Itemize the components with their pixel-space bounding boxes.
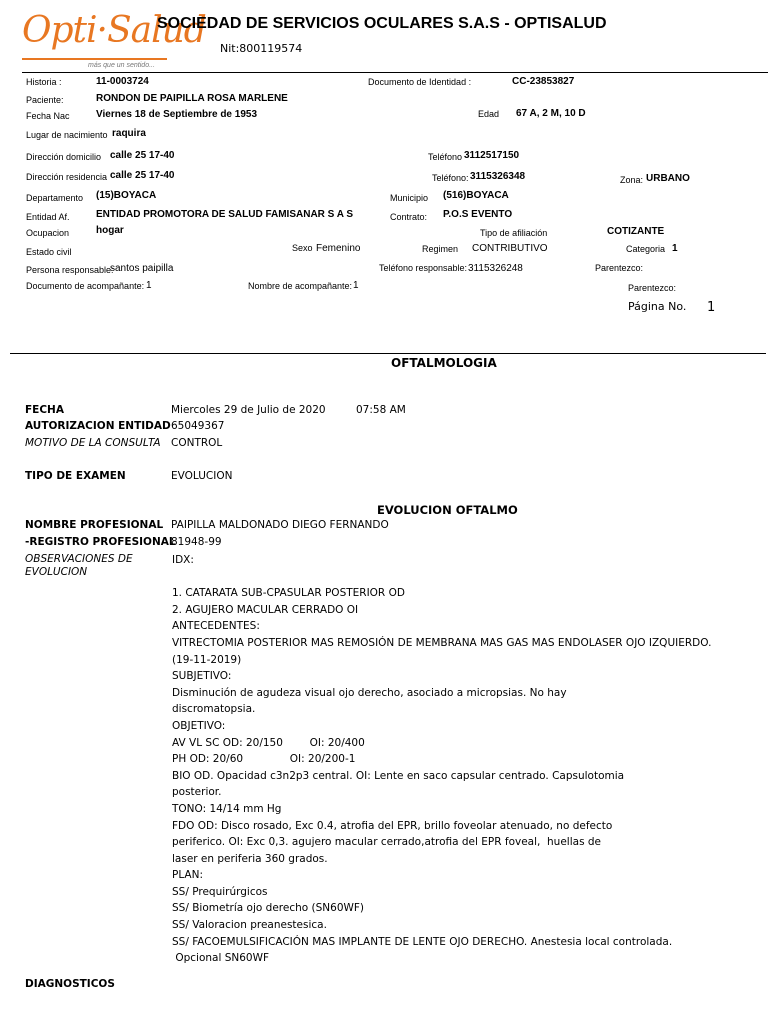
fecha-nac-value: Viernes 18 de Septiembre de 1953 xyxy=(96,109,258,120)
muni-label: Municipio xyxy=(390,193,429,203)
depto-label: Departamento xyxy=(26,193,84,203)
logo-text: Opti·Salud xyxy=(22,10,206,51)
observacion-line: BIO OD. Opacidad c3n2p3 central. OI: Lente en saco capsular centrado. Capsulotomia xyxy=(172,769,625,782)
sexo-value: Femenino xyxy=(316,243,361,254)
tipo-afil-label: Tipo de afiliación xyxy=(480,228,548,238)
observaciones-label-1: OBSERVACIONES DE xyxy=(25,553,133,565)
historia-label: Historia : xyxy=(26,77,62,87)
doc-value: CC-23853827 xyxy=(512,76,575,87)
fecha-value: Miercoles 29 de Julio de 2020 xyxy=(171,404,326,416)
pagina-value: 1 xyxy=(707,300,716,315)
dir-res-label: Dirección residencia xyxy=(26,172,108,182)
doc-acomp-label: Documento de acompañante: xyxy=(26,281,145,291)
edad-value: 67 A, 2 M, 10 D xyxy=(516,108,586,119)
observacion-line: ANTECEDENTES: xyxy=(172,620,260,633)
tel1-value: 3112517150 xyxy=(464,150,520,161)
observacion-line: SS/ FACOEMULSIFICACIÓN MAS IMPLANTE DE LENTE OJO DERECHO. Anestesia local controlada. xyxy=(172,935,673,948)
tel-resp-value: 3115326248 xyxy=(468,263,523,274)
section-rule xyxy=(10,353,766,354)
profesional-label: NOMBRE PROFESIONAL xyxy=(25,519,164,531)
contrato-label: Contrato: xyxy=(390,212,428,222)
observacion-line: SS/ Valoracion preanestesica. xyxy=(172,919,327,932)
observaciones-text xyxy=(172,552,762,967)
observacion-line: PLAN: xyxy=(172,869,203,882)
lugar-value: raquira xyxy=(112,128,146,139)
section-title: OFTALMOLOGIA xyxy=(391,356,497,370)
tipo-afil-value: COTIZANTE xyxy=(607,226,665,237)
observacion-line: OBJETIVO: xyxy=(172,719,226,732)
categoria-label: Categoria xyxy=(626,244,666,254)
observaciones-label-2: EVOLUCION xyxy=(25,566,88,578)
tipo-value: EVOLUCION xyxy=(171,470,233,482)
observacion-line: VITRECTOMIA POSTERIOR MAS REMOSIÓN DE MEMBRANA MAS GAS MAS ENDOLASER OJO IZQUIERDO. xyxy=(172,636,712,649)
entidad-value: ENTIDAD PROMOTORA DE SALUD FAMISANAR S A S xyxy=(96,209,354,220)
paciente-value: RONDON DE PAIPILLA ROSA MARLENE xyxy=(96,93,288,104)
pagina-label: Página No. xyxy=(628,300,687,313)
categoria-value: 1 xyxy=(672,243,678,254)
observacion-line: SS/ Prequirúrgicos xyxy=(172,885,268,898)
doc-acomp-value: 1 xyxy=(146,280,152,291)
observacion-line: 1. CATARATA SUB-CPASULAR POSTERIOR OD xyxy=(172,587,405,600)
header-rule xyxy=(22,72,768,73)
diagnosticos-label: DIAGNOSTICOS xyxy=(25,978,115,990)
fecha-nac-label: Fecha Nac xyxy=(26,111,70,121)
logo-underline xyxy=(22,58,167,60)
motivo-value: CONTROL xyxy=(171,437,223,449)
registro-label: -REGISTRO PROFESIONAL xyxy=(25,536,176,548)
zona-value: URBANO xyxy=(646,173,690,184)
ocupacion-value: hogar xyxy=(96,225,124,236)
contrato-value: P.O.S EVENTO xyxy=(443,209,513,220)
lugar-label: Lugar de nacimiento xyxy=(26,130,108,140)
evolucion-title: EVOLUCION OFTALMO xyxy=(377,503,518,517)
observacion-line: SS/ Biometría ojo derecho (SN60WF) xyxy=(172,902,365,915)
observacion-line: laser en periferia 360 grados. xyxy=(172,852,328,865)
entidad-label: Entidad Af. xyxy=(26,212,70,222)
autorizacion-label: AUTORIZACION ENTIDAD xyxy=(25,420,171,432)
regimen-label: Regimen xyxy=(422,244,459,254)
resp-value: santos paipilla xyxy=(110,263,174,274)
doc-label: Documento de Identidad : xyxy=(368,77,472,87)
estado-civil-label: Estado civil xyxy=(26,247,72,257)
observacion-line: posterior. xyxy=(172,786,222,799)
observacion-line: IDX: xyxy=(172,554,194,566)
regimen-value: CONTRIBUTIVO xyxy=(472,243,548,254)
company-name: SOCIEDAD DE SERVICIOS OCULARES S.A.S - OPTISALUD xyxy=(157,15,607,32)
parentezco-label: Parentezco: xyxy=(595,263,644,273)
hora-value: 07:58 AM xyxy=(356,404,406,416)
nombre-acomp-label: Nombre de acompañante: xyxy=(248,281,353,291)
dir-dom-label: Dirección domicilio xyxy=(26,152,102,162)
observacion-line: Disminución de agudeza visual ojo derecho, asociado a micropsias. No hay xyxy=(172,686,567,699)
autorizacion-value: 65049367 xyxy=(171,420,225,432)
dir-res-value: calle 25 17-40 xyxy=(110,170,175,181)
tel-resp-label: Teléfono responsable: xyxy=(379,263,468,273)
nombre-acomp-value: 1 xyxy=(353,280,359,291)
resp-label: Persona responsable: xyxy=(26,265,114,275)
motivo-label: MOTIVO DE LA CONSULTA xyxy=(25,437,161,449)
muni-value: (516)BOYACA xyxy=(443,190,509,201)
observacion-line: Opcional SN60WF xyxy=(172,952,270,965)
observacion-line: TONO: 14/14 mm Hg xyxy=(172,802,282,815)
observacion-line: discromatopsia. xyxy=(172,703,256,716)
observacion-line xyxy=(172,569,762,586)
edad-label: Edad xyxy=(478,109,500,119)
fecha-label: FECHA xyxy=(25,404,64,416)
parentezco2-label: Parentezco: xyxy=(628,283,677,293)
observacion-line: (19-11-2019) xyxy=(172,653,242,666)
tel1-label: Teléfono xyxy=(428,152,463,162)
registro-value: 81948-99 xyxy=(171,536,222,548)
observacion-line: SUBJETIVO: xyxy=(172,670,232,683)
observacion-line: FDO OD: Disco rosado, Exc 0.4, atrofia del EPR, brillo foveolar atenuado, no defecto xyxy=(172,819,613,832)
zona-label: Zona: xyxy=(620,175,644,185)
observacion-line: AV VL SC OD: 20/150 OI: 20/400 xyxy=(172,736,365,749)
tipo-label: TIPO DE EXAMEN xyxy=(25,470,126,482)
historia-value: 11-0003724 xyxy=(96,76,149,87)
dir-dom-value: calle 25 17-40 xyxy=(110,150,175,161)
tel2-value: 3115326348 xyxy=(470,171,526,182)
profesional-value: PAIPILLA MALDONADO DIEGO FERNANDO xyxy=(171,519,389,531)
company-nit: Nit:800119574 xyxy=(220,42,303,55)
sexo-label: Sexo xyxy=(292,243,313,253)
observacion-line: PH OD: 20/60 OI: 20/200-1 xyxy=(172,753,356,766)
observacion-line: 2. AGUJERO MACULAR CERRADO OI xyxy=(172,603,359,616)
ocupacion-label: Ocupacion xyxy=(26,228,70,238)
depto-value: (15)BOYACA xyxy=(96,190,157,201)
logo-tagline: más que un sentido... xyxy=(88,62,155,69)
paciente-label: Paciente: xyxy=(26,95,64,105)
tel2-label: Teléfono: xyxy=(432,173,469,183)
observacion-line: periferico. OI: Exc 0,3. agujero macular cerrado,atrofia del EPR foveal, huellas de xyxy=(172,836,601,849)
